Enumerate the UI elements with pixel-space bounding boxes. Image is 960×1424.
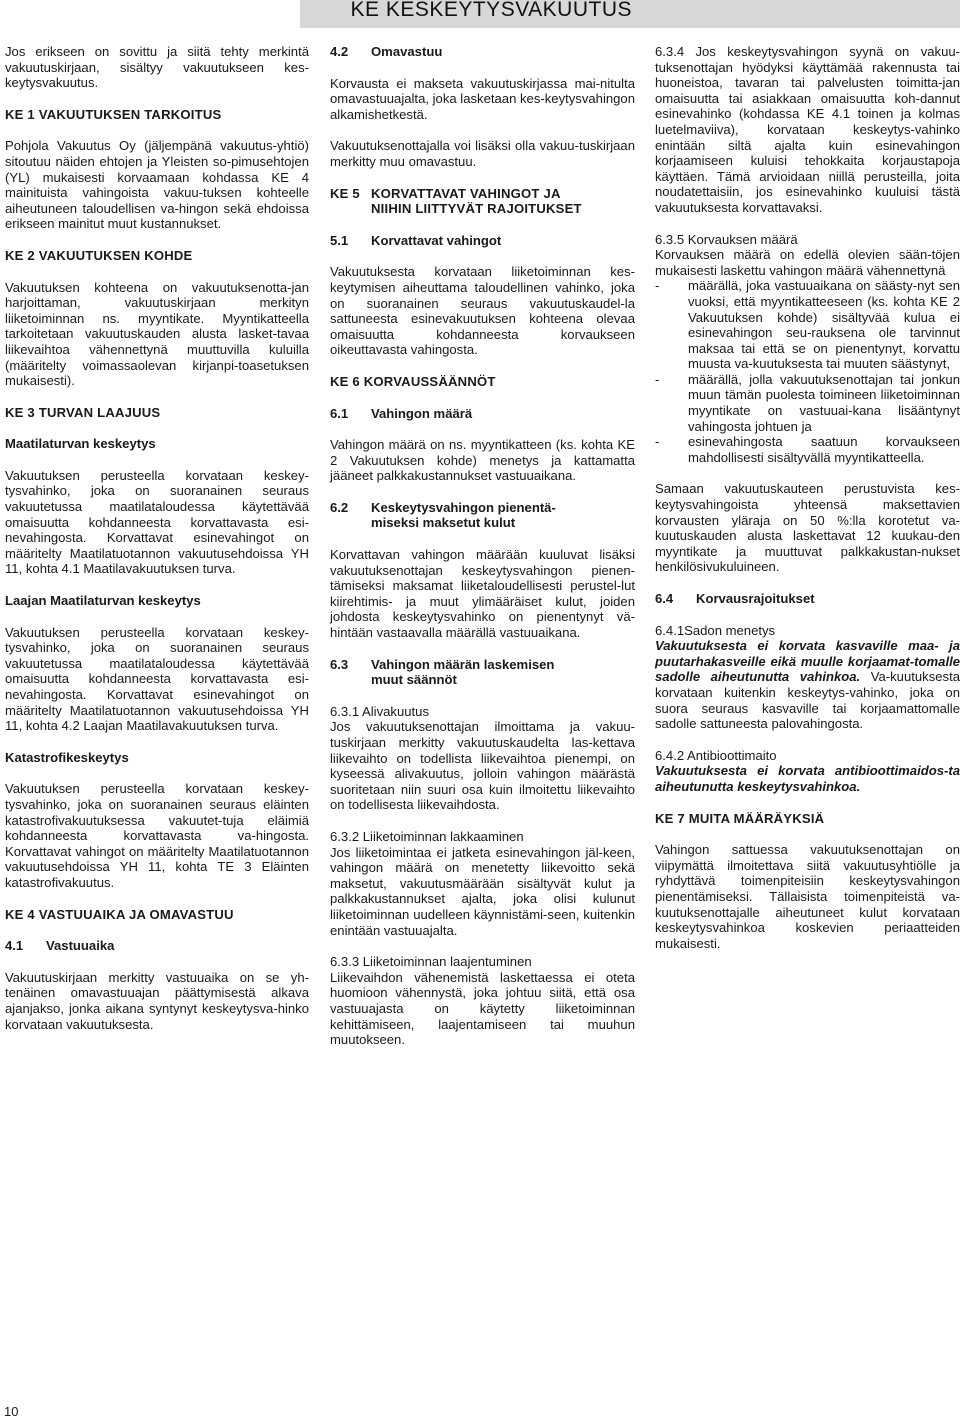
s633-block [330, 954, 635, 1048]
list-item: - määrällä, joka vastuuaikana on säästy-nyt sen vuoksi, että myyntikatteeseen (ks. kohta KE 2 Vakuutuksen kohde) sisältyvää kulua ei esinevahingon seu-rauksena ole tarvinnut maksaa tai että se on pienentynyt, korvattu muusta va-kuutuksesta tai muuten säästynyt, [655, 278, 960, 372]
ke7-paragraph: Vahingon sattuessa vakuutuksenottajan on viipymättä ilmoitettava siitä vakuutusyhtiölle ja ryhdyttävä toimenpiteisiin keskeytysvahingon pienentämiseksi. Tällaisista toimenpiteistä va-kuutuksenottajalle aiheutuneet kulut korvataan keskeytysvahinkoa koskevien periaatteiden mukaisesti. [655, 842, 960, 951]
s62-number: 6.2 [330, 499, 349, 515]
s42-title: Omavastuu [371, 44, 443, 59]
s641-text: Va-kuutuksesta korvataan kuitenkin keskeytys-vahinko, joka on suora seuraus kasvaville tai korjaamattomalle sadolle sattuneesta palovahingosta. [655, 669, 960, 732]
maatilaturva-paragraph: Vakuutuksen perusteella korvataan keskey-tysvahinko, joka on suoranainen seuraus vakuutetussa maatilataloudessa käytettävää omaisuutta kohdanneesta korvattavasta esi-nevahingosta. Korvattavat esinevahingot on määritelty Maatilatuotannon vakuutusehdoissa YH 11, kohta 4.1 Maatilavakuutuksen turva. [5, 467, 309, 577]
s41-heading [5, 938, 309, 954]
ke1-heading: KE 1 VAKUUTUKSEN TARKOITUS [5, 106, 222, 122]
document-title: KE KESKEYTYSVAKUUTUS [350, 0, 632, 21]
s641-block [655, 623, 960, 732]
s42-heading [330, 44, 635, 60]
katastrofikeskeytys-paragraph: Vakuutuksen perusteella korvataan keskey-tysvahinko, joka on suoranainen seuraus eläinten katastrofivakuutuksessa vakuutet-tuja eläimiä kohdanneesta korvattavasta va-hingosta. Korvattavat vahingot on määritelty Maatilatuotannon vakuutusehdoissa YH 11, kohta TE 3 Eläinten katastrofivakuutus. [5, 781, 309, 890]
s51-number: 5.1 [330, 232, 349, 248]
ke2-paragraph: Vakuutuksen kohteena on vakuutuksenotta-jan harjoittaman, vakuutuskirjaan merkityn liiketoiminnan ns. myyntikate. Myyntikatteella tarkoitetaan vakuutuskauden alusta lasket-tavaa liikevaihtoa vähennettynä muuttuvilla kuluilla (määritelty voimassaolevan kirjanpi-toasetuksen mukaisesti). [5, 279, 309, 389]
s633-text: Liikevaihdon vähenemistä laskettaessa ei oteta huomioon vähennystä, joka johtuu siitä, että osa vastuuajasta on käytetty liiketoiminnan kehittämiseen, laajentamiseen tai muuhun muutokseen. [330, 969, 635, 1048]
list-item: - esinevahingosta saatuun korvaukseen mahdollisesti sisältyvällä myyntikatteella. [655, 434, 960, 465]
s62-heading [330, 500, 635, 531]
ke4-heading: KE 4 VASTUUAIKA JA OMAVASTUU [5, 906, 234, 922]
maatilaturva-heading: Maatilaturvan keskeytys [5, 436, 156, 452]
s63-heading [330, 657, 635, 688]
s42-paragraph-1: Korvausta ei makseta vakuutuskirjassa mai-nitulta omavastuuajalta, joka lasketaan kes-keytysvahingon alkamishetkestä. [330, 75, 635, 122]
page-number: 10 [4, 1404, 19, 1419]
s51-title: Korvattavat vahingot [371, 232, 502, 248]
s63-number: 6.3 [330, 656, 349, 672]
katastrofikeskeytys-heading: Katastrofikeskeytys [5, 749, 129, 765]
s62-title-line-1: Keskeytysvahingon pienentä- [371, 499, 556, 515]
s51-paragraph: Vakuutuksesta korvataan liiketoiminnan kes-keytymisen aiheuttama taloudellinen vahinko, joka on suoranainen seuraus vakuutuskaudel-la sattuneesta esinevakuutuksen kohteena olevaa omaisuutta kohdanneesta korvaukseen oikeuttavasta vahingosta. [330, 264, 635, 358]
s41-title: Vastuuaika [46, 938, 115, 954]
column-3 [655, 44, 960, 967]
s641-bold-text: Vakuutuksesta ei korvata kasvaville maa- ja puutarhakasveille eikä muulle korjaamat-tomalle sadolle aiheutunutta vahinkoa. [655, 638, 960, 685]
s42-number: 4.2 [330, 44, 349, 59]
s631-title: 6.3.1 Alivakuutus [330, 703, 429, 719]
s41-paragraph: Vakuutuskirjaan merkitty vastuuaika on se yh-tenäinen omavastuuajan päättymisestä alkava ajanjakso, jonka aikana syntynyt keskeytysva-hinko korvataan vakuutuksesta. [5, 969, 309, 1032]
column-1 [5, 44, 309, 1048]
ke7-heading: KE 7 MUITA MÄÄRÄYKSIÄ [655, 810, 825, 826]
s62-title-line-2: miseksi maksetut kulut [371, 515, 516, 531]
s51-heading [330, 233, 635, 249]
s642-title: 6.4.2 Antibioottimaito [655, 747, 777, 763]
s64-number: 6.4 [655, 591, 674, 606]
s61-title: Vahingon määrä [371, 405, 473, 421]
ke3-heading: KE 3 TURVAN LAAJUUS [5, 404, 161, 420]
s631-text: Jos vakuutuksenottajan ilmoittama ja vakuu-tuskirjaan merkitty vakuutuskaudelta las-kettava liikevaihto on todellista liikevaihtoa pienempi, on kyseessä alivakuutus, jolloin vahingon määrästä suoritetaan niin suuri osa kuin ilmoitettu liikevaihto on todellisesta liikevaihdosta. [330, 719, 635, 813]
ke5-title-line-2: NIIHIN LIITTYVÄT RAJOITUKSET [371, 201, 582, 217]
s642-block [655, 748, 960, 795]
ke2-heading: KE 2 VAKUUTUKSEN KOHDE [5, 247, 193, 263]
s61-paragraph: Vahingon määrä on ns. myyntikatteen (ks. kohta KE 2 Vakuutuksen kohde) menetys ja kattamatta jääneet palkkakustannukset vastuuaikana. [330, 437, 635, 484]
laaja-maatilaturva-paragraph: Vakuutuksen perusteella korvataan keskey-tysvahinko, joka on suoranainen seuraus vakuutetussa maatilataloudessa käytettävää omaisuutta kohdanneesta korvattavasta esi-nevahingosta. Korvattavat esinevahingot on määritelty Maatilatuotannon vakuutusehdoissa YH 11, kohta 4.2 Laajan Maatilavakuutuksen turva. [5, 624, 309, 734]
s635-list [655, 278, 960, 465]
s641-title: 6.4.1Sadon menetys [655, 622, 776, 638]
laaja-maatilaturva-heading: Laajan Maatilaturvan keskeytys [5, 593, 201, 609]
s633-title: 6.3.3 Liiketoiminnan laajentuminen [330, 954, 532, 970]
ke1-paragraph: Pohjola Vakuutus Oy (jäljempänä vakuutus-yhtiö) sitoutuu näiden ehtojen ja Yleisten so-pimusehtojen (YL) mukaisesti korvaamaan kohdassa KE 4 mainituista vahingoista vakuu-tuksen kohteelle aiheutuneen taloudellisen va-hingon sekä ehdoissa erikseen mainitut muut kustannukset. [5, 138, 309, 232]
s635-text: Korvauksen määrä on edellä olevien sään-töjen mukaisesti laskettu vahingon määrä vähennettynä [655, 247, 960, 278]
s61-heading [330, 406, 635, 422]
intro-paragraph: Jos erikseen on sovittu ja siitä tehty merkintä vakuutuskirjaan, sisältyy vakuutukseen kes-keytysvakuutus. [5, 44, 309, 91]
s634-paragraph: 6.3.4 Jos keskeytysvahingon syynä on vakuu-tuksenottajan hyödyksi käyttämää rakennusta tai huoneistoa, tavaran tai palvelusten toimitta-jan omaisuutta tai asiakkaan omaisuutta koh-dannut esinevahinko (kohdassa KE 4.1 toinen ja kolmas luetelmaviiva), korvataan keskeytys-vahinko enintään siltä ajalta kuin esinevahingon korjaamiseen kuluisi tehokkaita korjaustapoja käyttäen. Tämä arvioidaan niillä perusteilla, joita noudatettaisiin, jos esinevahinko kuuluisi tästä vakuutuksesta korvattavaksi. [655, 44, 960, 215]
ke5-number: KE 5 [330, 185, 360, 201]
s635-title: 6.3.5 Korvauksen määrä [655, 231, 798, 247]
ke6-heading: KE 6 KORVAUSSÄÄNNÖT [330, 373, 496, 389]
s63-title-line-1: Vahingon määrän laskemisen [371, 656, 555, 672]
s632-text: Jos liiketoimintaa ei jatketa esinevahingon jäl-keen, vahingon määrä on menetetty liikevoitto sekä maksetut, vakuutusmäärään sisältyvät kulut ja palkkakustannukset ajalta, joka olisi kulunut liiketoiminnan uudelleen käynnistämi-seen, kuitenkin enintään vastuuajalta. [330, 844, 635, 938]
s41-number: 4.1 [5, 938, 24, 954]
ke5-heading [330, 186, 635, 217]
s635-block [655, 232, 960, 279]
s42-paragraph-2: Vakuutuksenottajalla voi lisäksi olla vakuu-tuskirjaan merkitty muu omavastuu. [330, 138, 635, 169]
column-2 [330, 44, 635, 1064]
s632-block [330, 829, 635, 938]
s642-bold-text: Vakuutuksesta ei korvata antibioottimaidos-ta aiheutunutta keskeytysvahinkoa. [655, 763, 960, 794]
s632-title: 6.3.2 Liiketoiminnan lakkaaminen [330, 828, 524, 844]
s635-paragraph-2: Samaan vakuutuskauteen perustuvista kes-keytysvahingoista yhteensä maksettavien korvausten yläraja on 50 %:lla korotetut va-kuutuskauden alusta laskettavat 12 kuukau-den myyntikate ja muuttuvat palkkakustan-nukset henkilösivukuluineen. [655, 481, 960, 575]
s64-heading [655, 591, 960, 607]
list-item: - määrällä, jolla vakuutuksenottajan tai jonkun muun tämän puolesta toimineen liiketoiminnan myyntikate on vastuuai-kana lisääntynyt vahingosta johtuen ja [655, 372, 960, 434]
s631-block [330, 704, 635, 813]
s62-paragraph: Korvattavan vahingon määrään kuuluvat lisäksi vakuutuksenottajan keskeytysvahingon pienen-tämiseksi maksamat liiketaloudellisesti perustel-lut kiirehtimis- ja muut ylimääräiset kulut, joiden johdosta keskeytysvahinko on pienentynyt vä-hintään vastaavalla määrällä vastuuaikana. [330, 547, 635, 641]
s64-title: Korvausrajoitukset [696, 591, 815, 606]
ke5-title-line-1: KORVATTAVAT VAHINGOT JA [371, 185, 561, 201]
s63-title-line-2: muut säännöt [371, 672, 457, 688]
s61-number: 6.1 [330, 405, 349, 421]
